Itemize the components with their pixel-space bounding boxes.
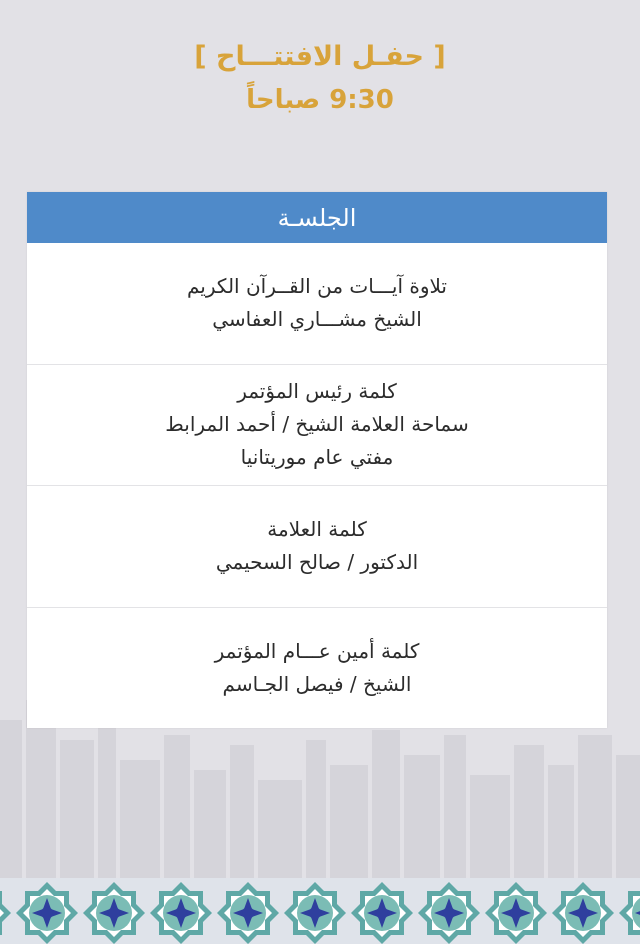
item-speaker-role: مفتي عام موريتانيا xyxy=(240,445,394,470)
item-speaker: الشيخ مشـــاري العفاسي xyxy=(212,307,422,332)
item-title: كلمة العلامة xyxy=(267,517,367,542)
item-speaker: الشيخ / فيصل الجـاسم xyxy=(222,671,412,696)
session-item-quran-recitation xyxy=(27,243,607,364)
session-list xyxy=(27,243,607,728)
item-speaker: سماحة العلامة الشيخ / أحمد المرابط xyxy=(165,412,469,437)
item-speaker: الدكتور / صالح السحيمي xyxy=(215,550,419,575)
islamic-star-tile-border xyxy=(0,878,640,944)
session-heading: الجلسـة xyxy=(27,192,607,243)
event-time: 9:30 صباحاً xyxy=(246,85,394,115)
item-title: تلاوة آيـــات من القــرآن الكريم xyxy=(187,274,447,299)
item-title: كلمة رئيس المؤتمر xyxy=(237,379,397,404)
event-header xyxy=(0,36,640,120)
session-item-conference-president xyxy=(27,364,607,486)
session-card xyxy=(27,192,607,728)
item-title: كلمة أمين عـــام المؤتمر xyxy=(214,638,420,663)
event-title: [ حفـل الافتتـــاح ] xyxy=(194,41,446,72)
session-item-secretary-general xyxy=(27,607,607,729)
session-item-allama-speech xyxy=(27,485,607,607)
